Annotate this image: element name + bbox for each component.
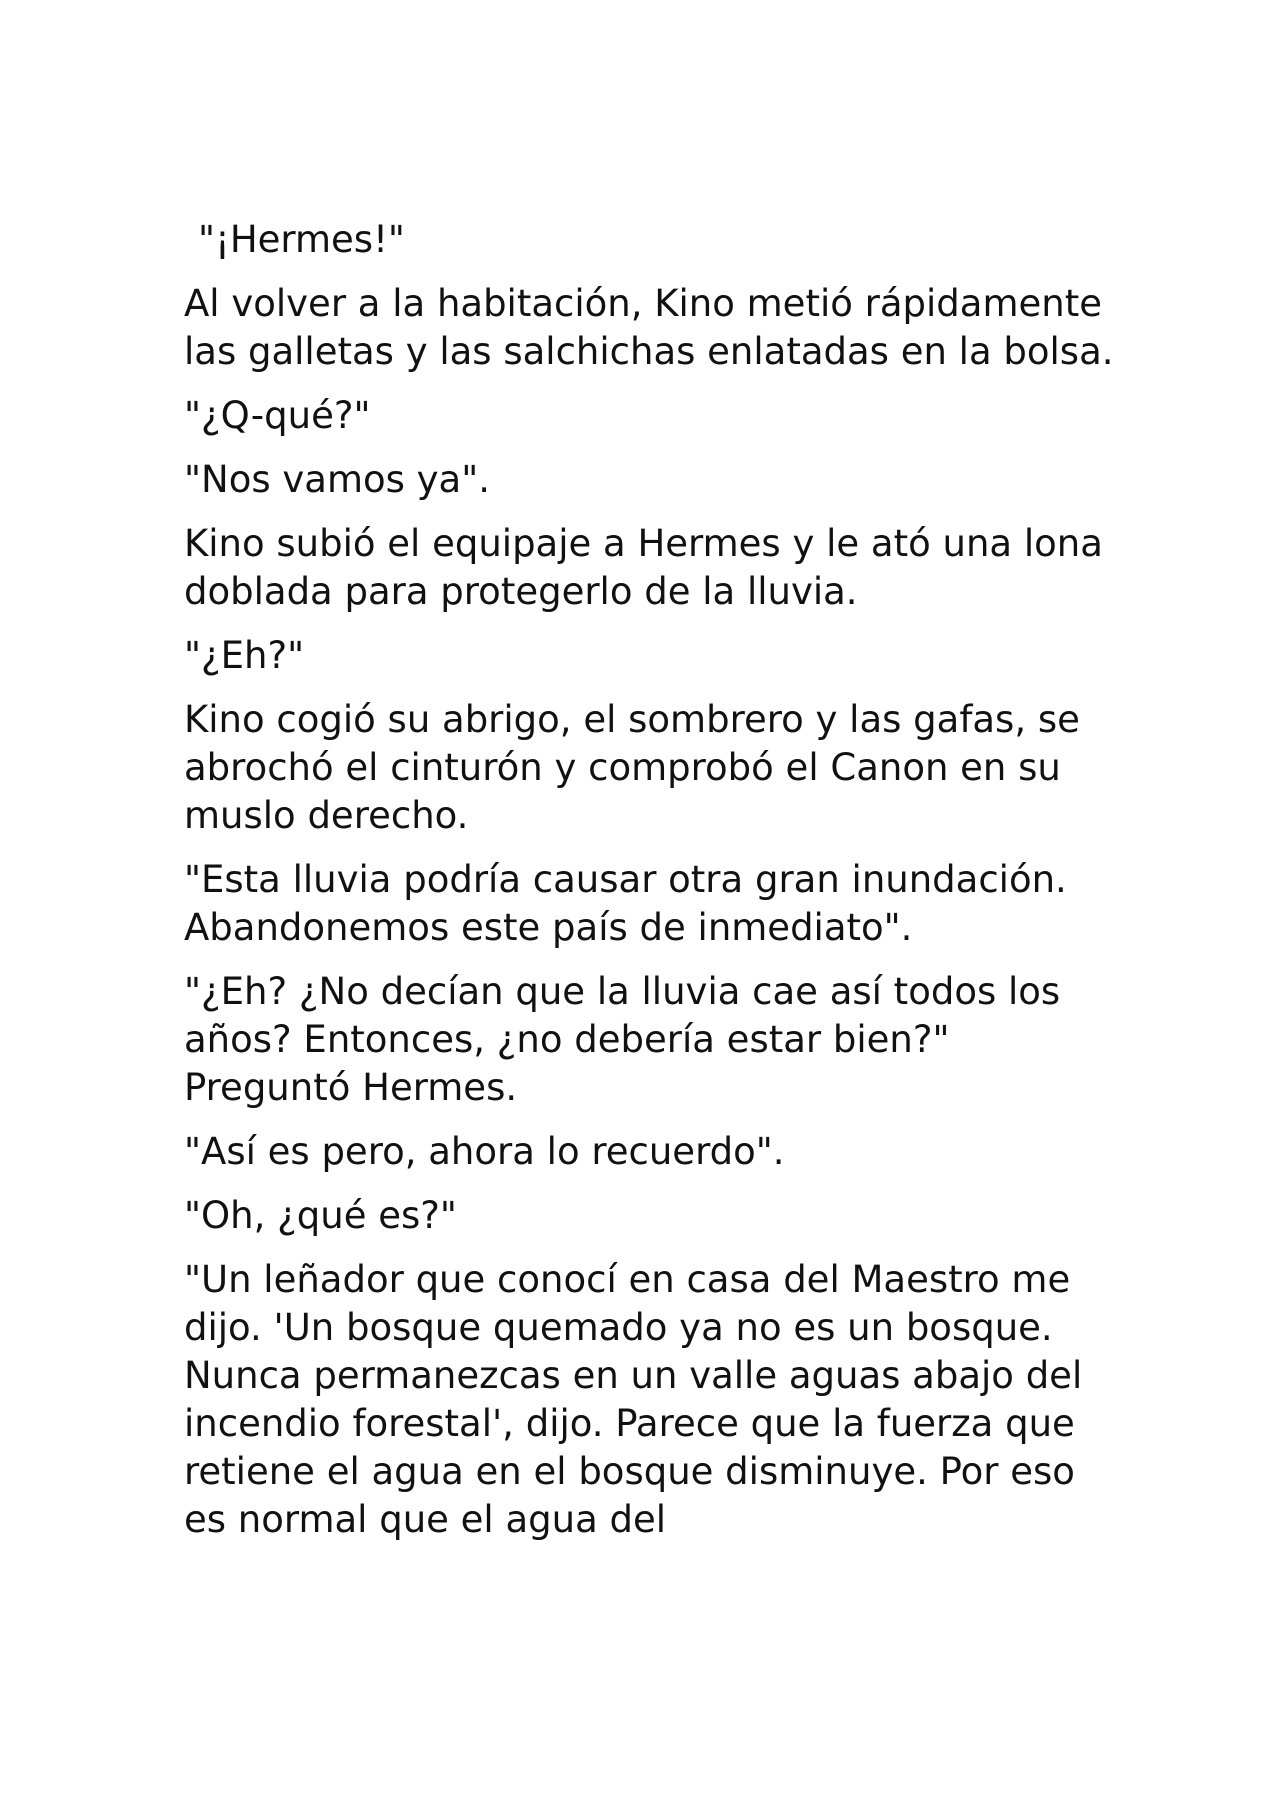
- paragraph: "Esta lluvia podría causar otra gran inundación. Abandonemos este país de inmediato".: [184, 858, 1067, 949]
- paragraph: "Un leñador que conocí en casa del Maestro me dijo. 'Un bosque quemado ya no es un bosque. Nunca permanezcas en un valle aguas abajo del incendio forestal', dijo. Parece que la fuerza que retiene el agua en el bosque disminuye. Por eso es normal que el agua del: [184, 1258, 1083, 1541]
- text-body: [184, 216, 1124, 1560]
- paragraph: "¿Eh? ¿No decían que la lluvia cae así todos los años? Entonces, ¿no debería estar bien?" Preguntó Hermes.: [184, 970, 1061, 1109]
- paragraph: Kino cogió su abrigo, el sombrero y las gafas, se abrochó el cinturón y comprobó el Canon en su muslo derecho.: [184, 698, 1080, 837]
- paragraph: "¿Eh?": [184, 634, 305, 677]
- paragraph: Al volver a la habitación, Kino metió rápidamente las galletas y las salchichas enlatadas en la bolsa.: [184, 282, 1114, 373]
- paragraph: "¿Q-qué?": [184, 394, 371, 437]
- paragraph: "Nos vamos ya".: [184, 458, 491, 501]
- paragraph: "¡Hermes!": [198, 218, 405, 261]
- paragraph: "Oh, ¿qué es?": [184, 1194, 457, 1237]
- paragraph: "Así es pero, ahora lo recuerdo".: [184, 1130, 785, 1173]
- paragraph: Kino subió el equipaje a Hermes y le ató una lona doblada para protegerlo de la lluvia.: [184, 522, 1103, 613]
